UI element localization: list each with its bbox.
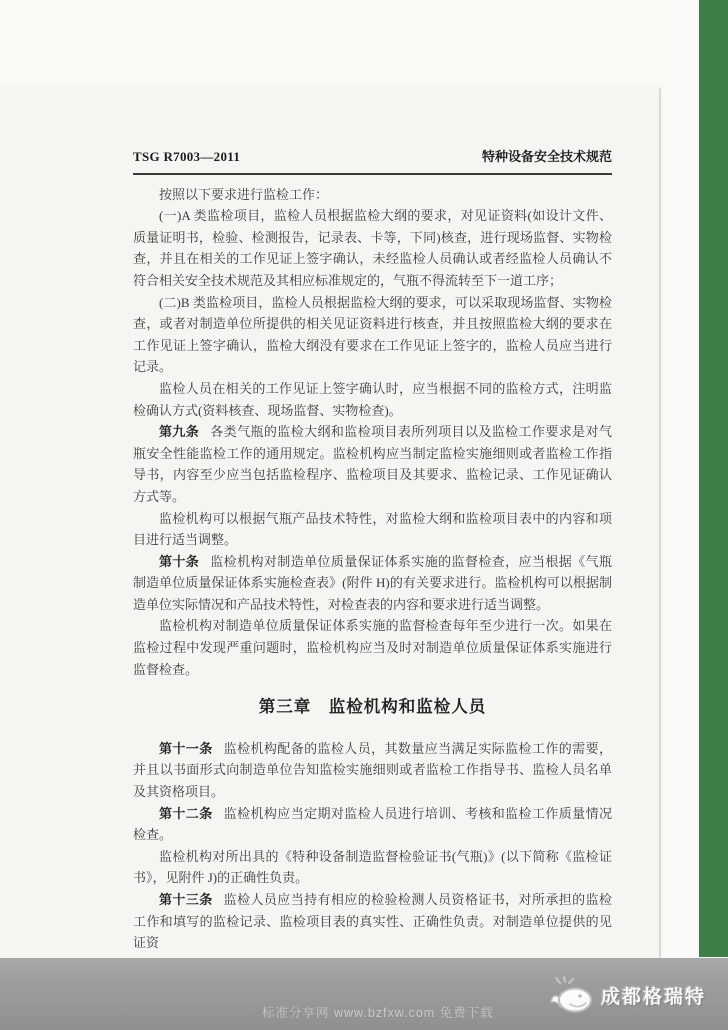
paragraph-text: 按照以下要求进行监检工作：: [159, 186, 329, 202]
body-paragraph: [133, 803, 612, 846]
page-edge-line: [659, 88, 661, 958]
body-paragraph: [133, 378, 612, 421]
article-number: 第十条: [159, 553, 200, 569]
paragraph-text: (二)B 类监检项目，监检人员根据监检大纲的要求，可以采取现场监督、实物检查，或者对制造单位所提供的相关见证资料进行核查，并且按照监检大纲的要求在工作见证上签字确认，监检大纲没有要求在工作见证上签字的，监检人员应当进行记录。: [133, 294, 612, 375]
paragraph-text: 监检机构可以根据气瓶产品技术特性，对监检大纲和监检项目表中的内容和项目进行适当调整。: [133, 510, 612, 548]
article-number: 第十三条: [159, 892, 213, 907]
brand-watermark: [550, 976, 706, 1014]
paragraph-text: 监检机构对所出具的《特种设备制造监督检验证书(气瓶)》(以下简称《监检证书》，见附件 J)的正确性负责。: [133, 848, 612, 886]
paragraph-text: 监检人员在相关的工作见证上签字确认时，应当根据不同的监检方式，注明监检确认方式(资料核查、现场监督、实物检查)。: [133, 380, 612, 418]
whale-logo-icon: [550, 976, 594, 1014]
paragraph-text: 各类气瓶的监检大纲和监检项目表所列项目以及监检工作要求是对气瓶安全性能监检工作的通用规定。监检机构应当制定监检实施细则或者监检工作指导书，内容至少应当包括监检程序、监检项目及其要求、监检记录、工作见证确认方式等。: [133, 424, 612, 504]
article-number: 第十二条: [159, 805, 213, 821]
paragraph-text: (一)A 类监检项目，监检人员根据监检大纲的要求，对见证资料(如设计文件、质量证明书，检验、检测报告，记录表、卡等，下同)核查，进行现场监督、实物检查，并且在相关的工作见证上签字确认，未经监检人员确认或者经监检人员确认不符合相关安全技术规范及其相应标准规定的，气瓶不得流转至下一道工序；: [133, 208, 612, 288]
paragraph-text: 监检机构对制造单位质量保证体系实施的监督检查每年至少进行一次。如果在监检过程中发现严重问题时，监检机构应当及时对制造单位质量保证体系实施进行监督检查。: [133, 618, 612, 677]
document-body: [133, 146, 612, 1001]
paragraph-text: 监检机构配备的监检人员，其数量应当满足实际监检工作的需要，并且以书面形式向制造单位告知监检实施细则或者监检工作指导书、监检人员名单及其资格项目。: [133, 740, 612, 800]
body-paragraph: [133, 846, 612, 889]
page-top-margin: [0, 0, 699, 86]
body-paragraph: [133, 508, 612, 551]
watermark-text: 标准分享网 www.bzfxw.com 免费下载: [262, 1006, 494, 1020]
chapter-heading: 第三章 监检机构和监检人员: [258, 697, 487, 717]
body-paragraph: [133, 738, 612, 803]
scrollbar-thumb[interactable]: [699, 0, 728, 957]
body-paragraph: [133, 615, 612, 680]
article-number: 第九条: [159, 424, 200, 440]
body-paragraph: [133, 184, 612, 206]
body-paragraph: [133, 421, 612, 507]
body-paragraph: [133, 292, 612, 378]
paragraph-text: 监检人员应当持有相应的检验检测人员资格证书，对所承担的监检工作和填写的监检记录、监检项目表的真实性、正确性负责。对制造单位提供的见证资: [133, 892, 612, 951]
article-number: 第十一条: [159, 740, 213, 756]
doc-code: TSG R7003—2011: [133, 149, 241, 164]
body-paragraph: [133, 551, 612, 616]
paragraph-text: 监检机构应当定期对监检人员进行培训、考核和监检工作质量情况检查。: [133, 805, 612, 843]
body-paragraph: [133, 205, 612, 291]
running-header: [133, 146, 612, 175]
page-right-margin: [662, 0, 699, 1030]
paragraph-text: 监检机构对制造单位质量保证体系实施的监督检查，应当根据《气瓶制造单位质量保证体系实施检查表》(附件 H)的有关要求进行。监检机构可以根据制造单位实际情况和产品技术特性，对检查表的内容和要求进行适当调整。: [133, 553, 612, 612]
body-paragraph: [133, 889, 612, 954]
doc-title: 特种设备安全技术规范: [481, 149, 612, 164]
brand-name: 成都格瑞特: [600, 986, 706, 1008]
